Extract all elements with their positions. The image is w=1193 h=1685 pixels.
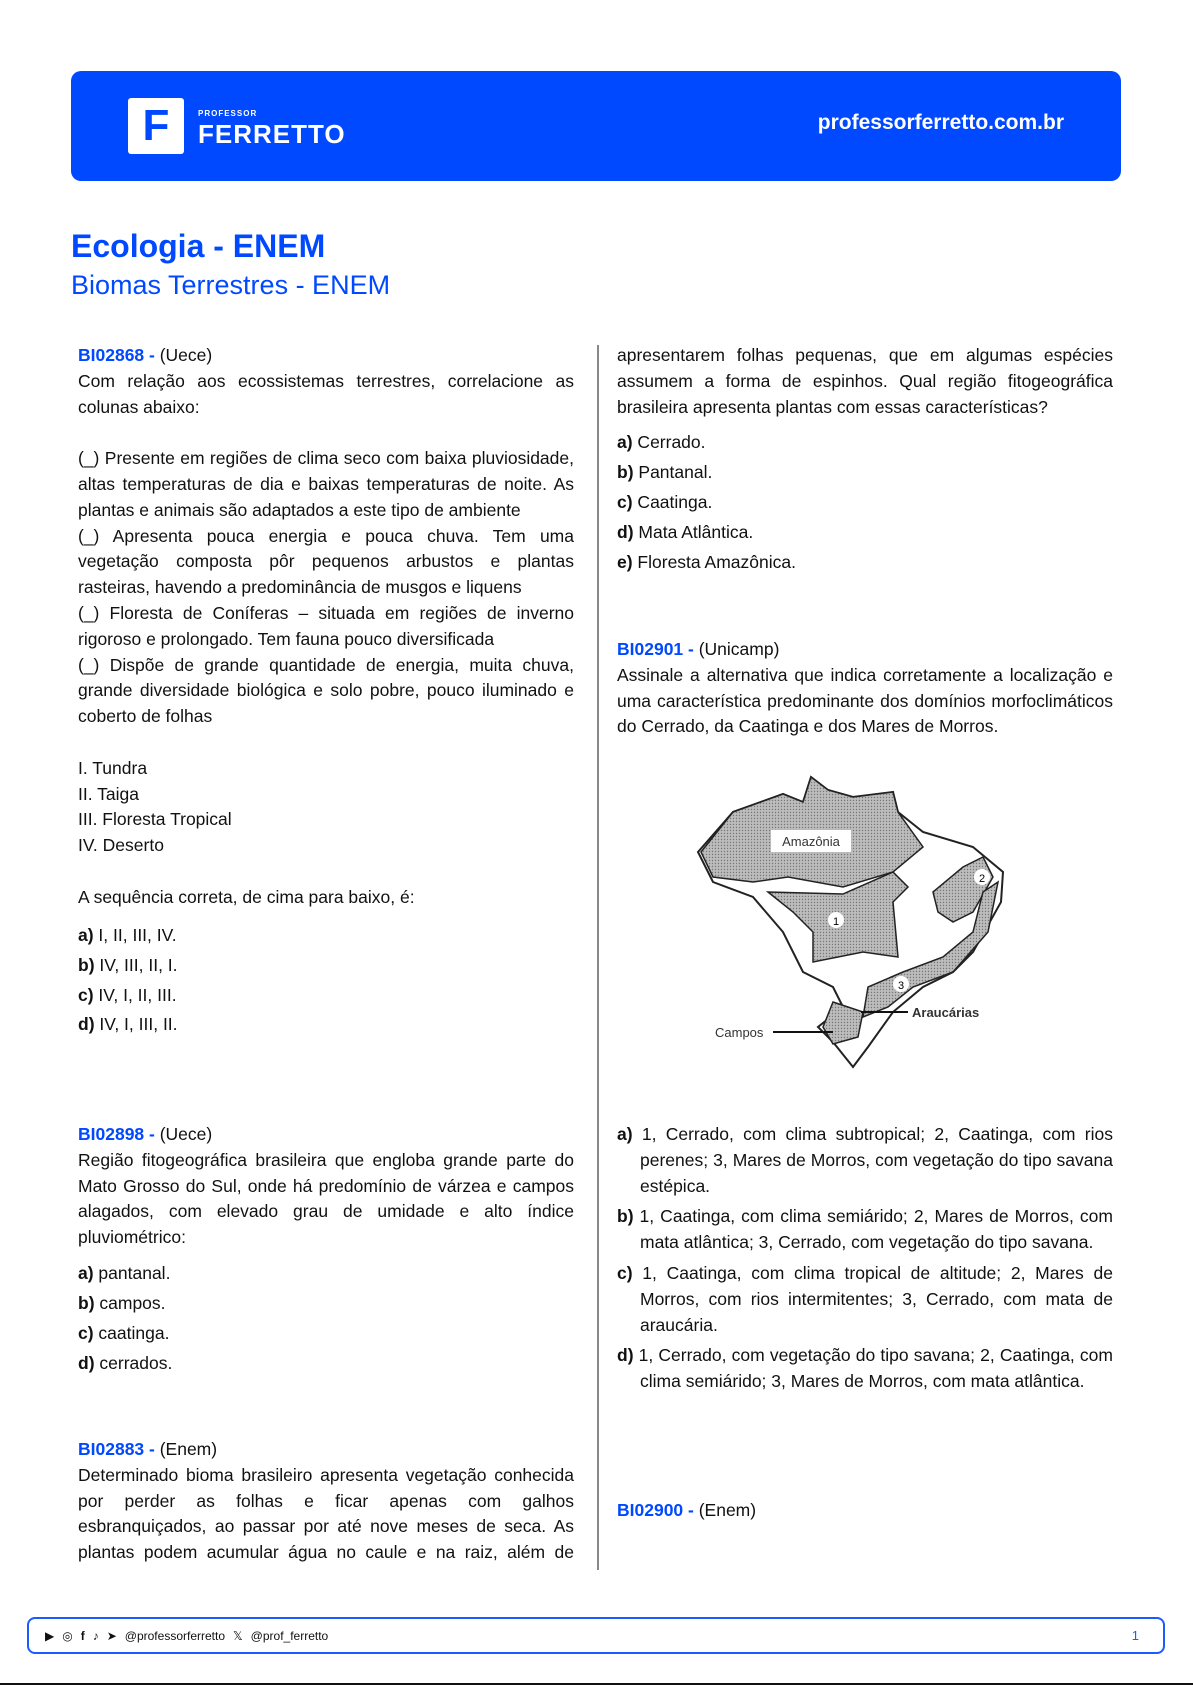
question-code: BI02868 -	[78, 345, 155, 365]
option-d[interactable]: d) IV, I, III, II.	[78, 1014, 178, 1035]
question-bi02901-options	[617, 1122, 1113, 1400]
site-link[interactable]: professorferretto.com.br	[817, 111, 1064, 134]
question-bi02883	[78, 1437, 574, 1566]
option-d[interactable]: d) 1, Cerrado, com vegetação do tipo savana; 2, Caatinga, com clima semiárido; 3, Mares de Morros, com mata atlântica.	[617, 1345, 1113, 1392]
option-b[interactable]: b) campos.	[78, 1292, 166, 1313]
question-source: (Unicamp)	[693, 639, 780, 659]
social-handle[interactable]: @professorferretto	[124, 1628, 225, 1643]
column-item: (_) Floresta de Coníferas – situada em regiões de inverno rigoroso e prolongado. Tem fauna pouco diversificada	[78, 602, 574, 649]
option-d[interactable]: d) cerrados.	[78, 1352, 173, 1373]
araucarias-label: Araucárias	[912, 1005, 980, 1020]
column-item: (_) Dispõe de grande quantidade de energia, muita chuva, grande diversidade biológica e solo pobre, pouco iluminado e coberto de folhas	[78, 654, 574, 727]
option-c[interactable]: c) IV, I, II, III.	[78, 984, 177, 1005]
option-e[interactable]: e) Floresta Amazônica.	[617, 552, 796, 573]
question-text: Região fitogeográfica brasileira que engloba grande parte do Mato Grosso do Sul, onde há predomínio de várzea e campos alagados, com elevado grau de umidade e alto índice pluviométrico:	[78, 1149, 574, 1248]
column-item: (_) Presente em regiões de clima seco com baixa pluviosidade, altas temperaturas de dia e baixas temperaturas de noite. As plantas e animais são adaptados a este tipo de ambiente	[78, 448, 574, 520]
option-a[interactable]: a) 1, Cerrado, com clima subtropical; 2, Caatinga, com rios perenes; 3, Mares de Morros, com vegetação do tipo savana estépica.	[617, 1124, 1113, 1196]
page-number: 1	[1131, 1628, 1139, 1643]
column-divider	[597, 345, 599, 1570]
youtube-icon[interactable]: ▶	[45, 1628, 55, 1643]
page-title: Ecologia - ENEM	[71, 228, 326, 264]
map-label-3: 3	[897, 980, 905, 992]
question-code: BI02898 -	[78, 1124, 155, 1144]
question-bi02883-continued	[617, 343, 1113, 580]
logo-small-text: PROFESSOR	[198, 109, 258, 118]
question-source: (Uece)	[154, 1124, 213, 1144]
brazil-biomes-map	[693, 772, 1030, 1070]
question-source: (Uece)	[154, 345, 213, 365]
option-b[interactable]: b) Pantanal.	[617, 462, 713, 483]
question-bi02901	[617, 637, 1113, 740]
logo-text: FERRETTO	[198, 119, 346, 149]
question-bi02900	[617, 1498, 1113, 1524]
question-bi02898	[78, 1122, 574, 1381]
option-b[interactable]: b) 1, Caatinga, com clima semiárido; 2, Mares de Morros, com mata atlântica; 3, Cerrado, com vegetação do tipo savana.	[617, 1206, 1113, 1253]
page-subtitle: Biomas Terrestres - ENEM	[71, 270, 391, 300]
list-item: I. Tundra	[78, 757, 148, 778]
option-c[interactable]: c) caatinga.	[78, 1322, 170, 1343]
tiktok-icon[interactable]: ♪	[92, 1628, 99, 1643]
question-code: BI02901 -	[617, 639, 694, 659]
telegram-icon[interactable]: ➤	[106, 1628, 117, 1643]
header-banner	[71, 71, 1121, 181]
option-a[interactable]: a) I, II, III, IV.	[78, 924, 177, 945]
list-item: IV. Deserto	[78, 835, 164, 856]
list-item: III. Floresta Tropical	[78, 809, 232, 830]
map-label-2: 2	[978, 873, 986, 885]
question-text: Assinale a alternativa que indica corretamente a localização e uma característica predominante dos domínios morfoclimáticos do Cerrado, da Caatinga e dos Mares de Morros.	[617, 664, 1113, 737]
x-handle[interactable]: @prof_ferretto	[250, 1628, 329, 1643]
option-a[interactable]: a) pantanal.	[78, 1262, 171, 1283]
instagram-icon[interactable]: ◎	[62, 1628, 73, 1643]
amazonia-label: Amazônia	[782, 834, 840, 849]
question-text: Determinado bioma brasileiro apresenta vegetação conhecida por perder as folhas e ficar apenas com galhos esbranquiçados, ao passar por até nove meses de seca. As plantas podem acumular água no caule e na raiz, além de	[78, 1464, 574, 1563]
list-item: II. Taiga	[78, 783, 139, 804]
column-item: (_) Apresenta pouca energia e pouca chuva. Tem uma vegetação composta pôr pequenos arbustos e plantas rasteiras, havendo a predominância de musgos e liquens	[78, 525, 574, 598]
option-c[interactable]: c) Caatinga.	[617, 492, 713, 513]
x-icon[interactable]: 𝕏	[233, 1628, 243, 1643]
campos-label: Campos	[715, 1025, 764, 1040]
option-d[interactable]: d) Mata Atlântica.	[617, 522, 754, 543]
question-intro: Com relação aos ecossistemas terrestres, correlacione as colunas abaixo:	[78, 370, 574, 417]
question-code: BI02900 -	[617, 1500, 694, 1520]
option-b[interactable]: b) IV, III, II, I.	[78, 954, 178, 975]
map-label-1: 1	[832, 916, 840, 928]
question-code: BI02883 -	[78, 1439, 155, 1459]
footer	[27, 1617, 1165, 1654]
option-a[interactable]: a) Cerrado.	[617, 432, 706, 453]
question-text: apresentarem folhas pequenas, que em algumas espécies assumem a forma de espinhos. Qual região fitogeográfica brasileira apresenta plantas com essas características?	[617, 345, 1113, 417]
facebook-icon[interactable]: f	[80, 1628, 85, 1643]
question-source: (Enem)	[154, 1439, 218, 1459]
question-bi02868	[78, 343, 574, 1042]
question-prompt: A sequência correta, de cima para baixo, é:	[78, 886, 415, 907]
question-source: (Enem)	[693, 1500, 757, 1520]
option-c[interactable]: c) 1, Caatinga, com clima tropical de altitude; 2, Mares de Morros, com rios intermitentes; 3, Cerrado, com mata de araucária.	[617, 1262, 1113, 1335]
logo-icon: F	[128, 98, 184, 154]
